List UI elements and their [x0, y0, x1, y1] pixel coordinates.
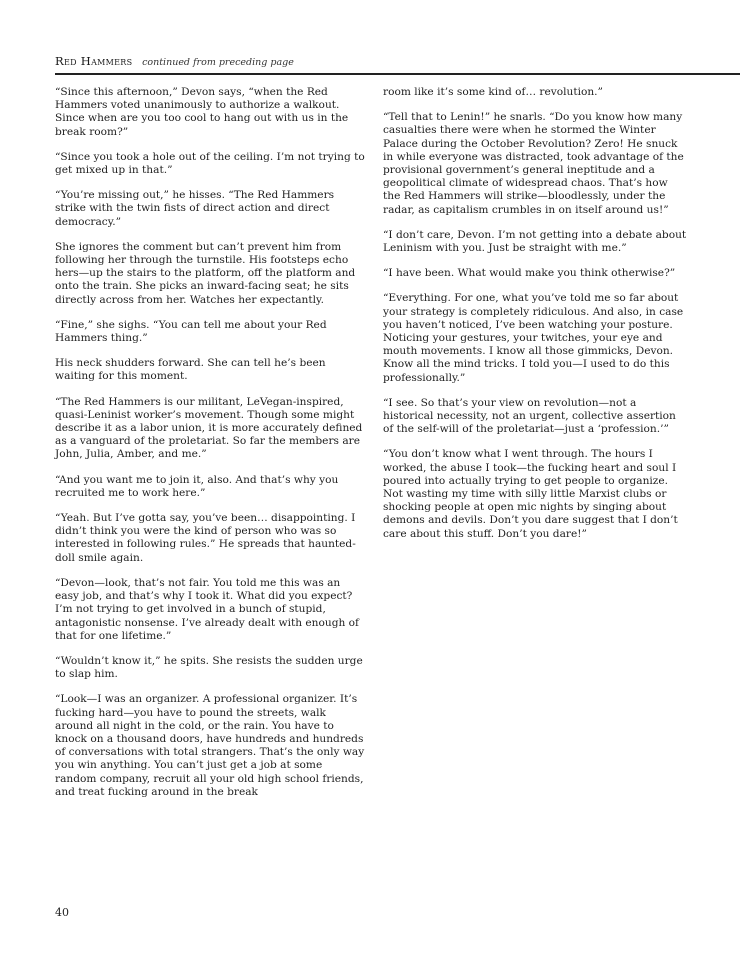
- paragraph: “Fine,” she sighs. “You can tell me about your Red Hammers thing.”: [55, 318, 327, 345]
- running-head: [55, 54, 685, 68]
- paragraph: “I see. So that’s your view on revolution—not a historical necessity, not an urgent, collective assertion of the self-will of the proletariat—just a ‘profession.’”: [383, 396, 676, 436]
- paragraph: “Devon—look, that’s not fair. You told me this was an easy job, and that’s why I took it. What did you expect? I’m not trying to get involved in a bunch of stupid, antagonistic nonsense. I’ve already dealt with enough of that for one lifetime.”: [55, 576, 359, 642]
- running-head-title: Red Hammers: [55, 54, 133, 68]
- paragraph: “Look—I was an organizer. A professional organizer. It’s fucking hard—you have to pound the streets, walk around all night in the cold, or the rain. You have to knock on a thousand doors, have hundreds and hundreds of conversations with total strangers. That’s the only way you win anything. You can’t just get a job at some random company, recruit all your old high school friends, and treat fucking around in the break: [55, 693, 365, 798]
- paragraph: “I have been. What would make you think otherwise?”: [383, 267, 676, 280]
- running-head-continuation: continued from preceding page: [142, 57, 294, 68]
- paragraph: “The Red Hammers is our militant, LeVegan-inspired, quasi-Leninist worker’s movement. Though some might describe it as a labor union, it is more accurately defined as a vanguard of the proletariat. So far the members are John, Julia, Amber, and me.”: [55, 395, 363, 461]
- paragraph: “Since you took a hole out of the ceiling. I’m not trying to get mixed up in that.”: [55, 150, 365, 177]
- header-rule: [55, 73, 740, 75]
- paragraph: “Everything. For one, what you’ve told me so far about your strategy is completely ridiculous. And also, in case you haven’t noticed, I’ve been watching your posture. Noticing your gestures, your twitches, your eye and mouth movements. I know all those gimmicks, Devon. Know all the mind tricks. I told you—I used to do this professionally.”: [383, 292, 684, 384]
- paragraph: “And you want me to join it, also. And that’s why you recruited me to work here.”: [55, 473, 339, 499]
- page-number: 40: [55, 906, 69, 919]
- paragraph: “Since this afternoon,” Devon says, “when the Red Hammers voted unanimously to authorize a walkout. Since when are you too cool to hang out with us in the break room?”: [55, 86, 349, 138]
- paragraph: His neck shudders forward. She can tell he’s been waiting for this moment.: [55, 357, 326, 383]
- paragraph: “Wouldn’t know it,” he spits. She resists the sudden urge to slap him.: [55, 654, 363, 681]
- paragraph: room like it’s some kind of… revolution.”: [383, 86, 603, 98]
- paragraph: “I don’t care, Devon. I’m not getting into a debate about Leninism with you. Just be straight with me.”: [383, 228, 687, 255]
- paragraph: “Yeah. But I’ve gotta say, you’ve been… disappointing. I didn’t think you were the kind of person who was so interested in following rules.” He spreads that haunted-doll smile again.: [55, 512, 356, 564]
- right-column: [383, 86, 688, 553]
- paragraph: “Tell that to Lenin!” he snarls. “Do you know how many casualties there were when he stormed the Winter Palace during the October Revolution? Zero! He snuck in while everyone was distracted, took advantage of the provisional government’s general ineptitude and a geopolitical climate of widespread chaos. That’s how the Red Hammers will strike—bloodlessly, under the radar, as capitalism crumbles in on itself around us!”: [383, 111, 684, 216]
- left-column: [55, 86, 367, 811]
- paragraph: “You’re missing out,” he hisses. “The Red Hammers strike with the twin fists of direct action and direct democracy.”: [55, 189, 335, 228]
- paragraph: She ignores the comment but can’t prevent him from following her through the turnstile. His footsteps echo hers—up the stairs to the platform, off the platform and onto the train. She picks an inward-facing seat; he sits directly across from her. Watches her expectantly.: [55, 240, 356, 306]
- paragraph: “You don’t know what I went through. The hours I worked, the abuse I took—the fucking heart and soul I poured into actually trying to get people to organize. Not wasting my time with silly little Marxist clubs or shocking people at open mic nights by singing about demons and devils. Don’t you dare suggest that I don’t care about this stuff. Don’t you dare!”: [383, 448, 678, 540]
